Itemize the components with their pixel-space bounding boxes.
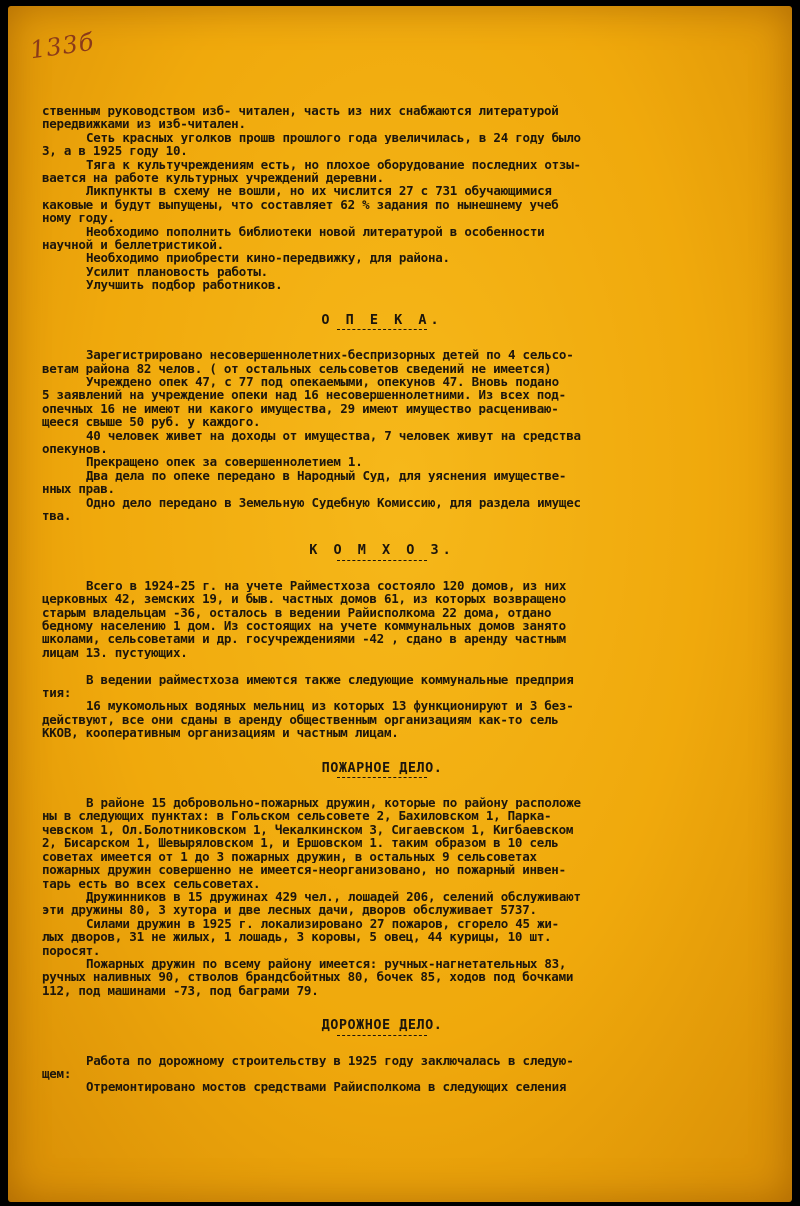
text-line: ручных наливных 90, стволов брандсбойтных 80, бочек 85, ходов под бочками bbox=[42, 970, 574, 984]
document-body bbox=[42, 104, 782, 1094]
section-heading bbox=[12, 544, 752, 560]
text-line: Сеть красных уголков прошв прошлого года увеличилась, в 24 году было bbox=[86, 130, 581, 145]
heading-underline bbox=[337, 1035, 427, 1036]
text-line: школами, сельсоветами и др. госучреждениями -42 , сдано в аренду частным bbox=[42, 632, 566, 646]
section-heading bbox=[12, 311, 752, 330]
heading-underline bbox=[337, 777, 427, 778]
text-line: Прекращено опек за совершеннолетием 1. bbox=[86, 455, 363, 469]
text-line: Два дела по опеке передано в Народный Суд, для уяснения имуществе- bbox=[86, 468, 567, 483]
text-line: Необходимо приобрести кино-передвижку, для района. bbox=[86, 251, 450, 265]
text-line: опечных 16 не имеют ни какого имущества, 29 имеют имущество расцениваю- bbox=[42, 401, 559, 416]
text-line: 2, Бисарском 1, Шевыряловском 1, и Ершовском 1. таким образом в 10 сель bbox=[42, 836, 559, 850]
text-line: 40 человек живет на доходы от имущества, 7 человек живут на средства bbox=[86, 428, 581, 442]
text-line: каковые и будут выпущены, что составляет 62 % задания по нынешнему учеб bbox=[42, 197, 559, 212]
text-line: тия: bbox=[42, 686, 72, 700]
text-line: тва. bbox=[42, 508, 72, 523]
heading-underline bbox=[337, 329, 427, 330]
text-line: Улучшить подбор работников. bbox=[86, 278, 283, 292]
text-line: Необходимо пополнить библиотеки новой литературой в особенности bbox=[86, 224, 545, 239]
text-line: 112, под машинами -73, под баграми 79. bbox=[42, 983, 319, 998]
heading-underline bbox=[337, 560, 427, 561]
section-intro bbox=[42, 104, 782, 292]
text-line: советах имеется от 1 до 3 пожарных дружин, в остальных 9 сельсоветах bbox=[42, 849, 537, 864]
text-line: старым владельцам -36, осталось в ведении Райисполкома 22 дома, отдано bbox=[42, 605, 552, 619]
text-line: церковных 42, земских 19, и быв. частных домов 61, из которых возвращено bbox=[42, 592, 566, 606]
text-line: научной и беллетристикой. bbox=[42, 238, 224, 252]
text-line: чевском 1, Ол.Болотниковском 1, Чекалкинском 3, Сигаевском 1, Кигбаевском bbox=[42, 822, 574, 837]
section-komhoz bbox=[42, 544, 782, 739]
text-line: поросят. bbox=[42, 943, 101, 957]
text-line: ственным руководством изб- читален, часть из них снабжаются литературой bbox=[42, 104, 559, 118]
text-line: бедному населению 1 дом. Из состоящих на учете коммунальных домов занято bbox=[42, 619, 566, 633]
section-dorozhnoe bbox=[42, 1019, 782, 1094]
section-heading-text: О П Е К А. bbox=[321, 311, 443, 328]
archive-number-handwritten: 133б bbox=[28, 27, 97, 65]
section-opeka bbox=[42, 311, 782, 523]
section-pozharnoe bbox=[42, 759, 782, 998]
text-line: действуют, все они сданы в аренду общественным организациям как-то сель bbox=[42, 712, 559, 727]
text-line: опекунов. bbox=[42, 441, 108, 456]
text-line: лых дворов, 31 не жилых, 1 лошадь, 3 коровы, 5 овец, 44 курицы, 10 шт. bbox=[42, 930, 552, 944]
document-page bbox=[8, 6, 792, 1202]
text-line: 16 мукомольных водяных мельниц из которых 13 функционируют и 3 без- bbox=[86, 699, 574, 713]
text-line: тарь есть во всех сельсоветах. bbox=[42, 876, 261, 890]
text-line: передвижками из изб-читален. bbox=[42, 117, 246, 131]
section-heading-text: К О М Х О З. bbox=[309, 542, 455, 559]
text-line: щем: bbox=[42, 1066, 72, 1081]
text-line: щееся свыше 50 руб. у каждого. bbox=[42, 415, 261, 429]
text-line: В ведении райместхоза имеются также следующие коммунальные предприя bbox=[86, 672, 574, 687]
text-line: эти дружины 80, 3 хутора и две лесных дачи, дворов обслуживает 5737. bbox=[42, 903, 537, 917]
text-line: 3, а в 1925 году 10. bbox=[42, 144, 188, 158]
text-line: Отремонтировано мостов средствами Райисполкома в следующих селения bbox=[86, 1080, 567, 1094]
section-heading bbox=[12, 759, 752, 778]
text-line: Всего в 1924-25 г. на учете Райместхоза состояло 120 домов, из них bbox=[86, 578, 567, 593]
text-line: Усилит плановость работы. bbox=[86, 264, 268, 279]
text-line: Силами дружин в 1925 г. локализировано 27 пожаров, сгорело 45 жи- bbox=[86, 916, 559, 931]
text-line: Работа по дорожному строительству в 1925 году заключалась в следую- bbox=[86, 1053, 574, 1067]
text-line: Пожарных дружин по всему району имеется: ручных-нагнетательных 83, bbox=[86, 956, 567, 971]
text-line: ны в следующих пунктах: в Гольском сельсовете 2, Бахиловском 1, Парка- bbox=[42, 809, 552, 823]
text-line: В районе 15 добровольно-пожарных дружин, которые по району расположе bbox=[86, 796, 581, 810]
section-heading-text: ПОЖАРНОЕ ДЕЛО. bbox=[321, 759, 443, 776]
text-line: вается на работе культурных учреждений деревни. bbox=[42, 171, 384, 185]
text-line: Тяга к культучреждениям есть, но плохое оборудование последних отзы- bbox=[86, 157, 581, 172]
text-line bbox=[42, 659, 782, 672]
text-line: ному году. bbox=[42, 211, 115, 225]
text-line: лицам 13. пустующих. bbox=[42, 645, 188, 660]
text-line: Ликпункты в схему не вошли, но их числится 27 с 731 обучающимися bbox=[86, 184, 552, 198]
text-line: Зарегистрировано несовершеннолетних-беспризорных детей по 4 сельсо- bbox=[86, 348, 574, 362]
section-heading bbox=[12, 1019, 752, 1035]
text-line: Учреждено опек 47, с 77 под опекаемыми, опекунов 47. Вновь подано bbox=[86, 374, 559, 389]
text-line: Дружинников в 15 дружинах 429 чел., лошадей 206, селений обслуживают bbox=[86, 889, 581, 904]
text-line: пожарных дружин совершенно не имеется-неорганизовано, но пожарный инвен- bbox=[42, 863, 566, 877]
section-heading-text: ДОРОЖНОЕ ДЕЛО. bbox=[321, 1017, 443, 1034]
text-line: ветам района 82 челов. ( от остальных сельсоветов сведений не имеется) bbox=[42, 361, 552, 375]
text-line: ККОВ, кооперативным организациям и частным лицам. bbox=[42, 726, 399, 740]
text-line: Одно дело передано в Земельную Судебную Комиссию, для раздела имущес bbox=[86, 495, 581, 509]
text-line: 5 заявлений на учреждение опеки над 16 несовершеннолетними. Из всех под- bbox=[42, 388, 566, 402]
text-line: нных прав. bbox=[42, 482, 115, 496]
